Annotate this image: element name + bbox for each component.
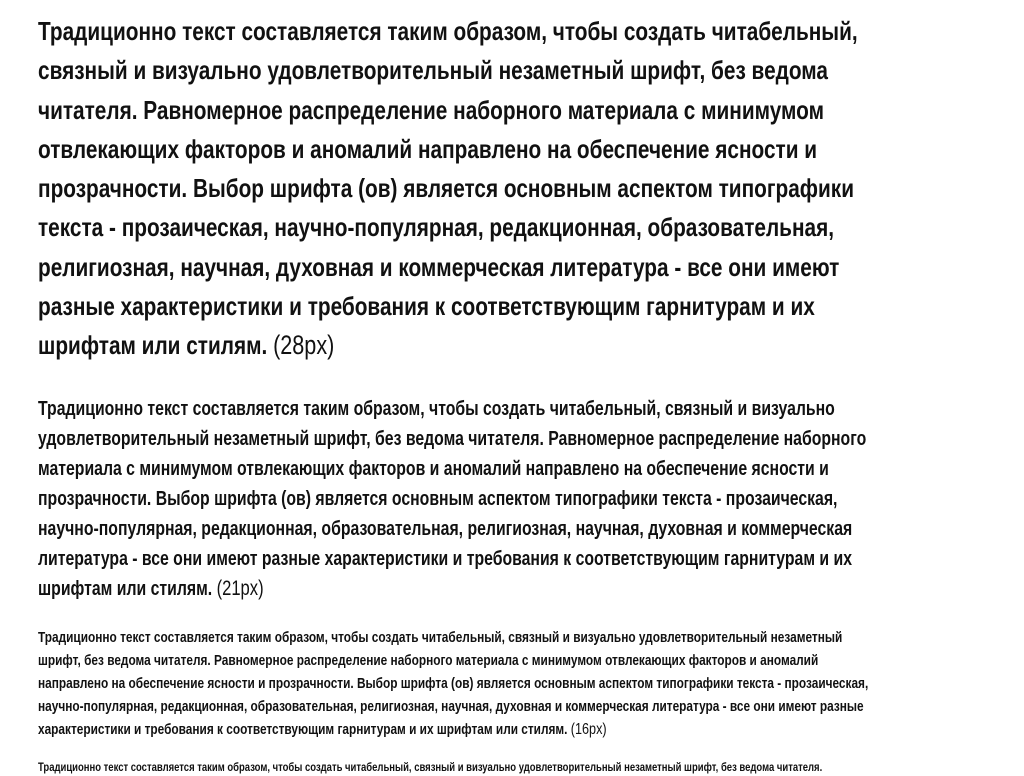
text-line: удовлетворительный незаметный шрифт, без ведома читателя. Равномерное распределение наборного xyxy=(38,428,867,450)
text-fragment: характеристики и требования к соответствующим гарнитурам и их шрифтам или стилям. xyxy=(38,721,571,738)
text-line: связный и визуально удовлетворительный незаметный шрифт, без ведома xyxy=(38,55,828,86)
text-fragment: шрифтам или стилям. xyxy=(38,330,274,361)
text-line: религиозная, научная, духовная и коммерческая литература - все они имеют xyxy=(38,251,840,282)
text-line: направлено на обеспечение ясности и прозрачности. Выбор шрифта (ов) является основным аспектом типографики текста - прозаическая, xyxy=(38,675,869,692)
text-line: Традиционно текст составляется таким образом, чтобы создать читабельный, связный и визуально xyxy=(38,398,835,420)
font-size-label: (21px) xyxy=(216,577,264,600)
text-line: Традиционно текст составляется таким образом, чтобы создать читабельный, xyxy=(38,16,858,46)
text-line-last xyxy=(38,326,858,365)
font-size-label: (28px) xyxy=(273,330,335,361)
text-line: Традиционно текст составляется таким образом, чтобы создать читабельный, связный и визуально удовлетворительный незаметный xyxy=(38,629,843,646)
text-line: разные характеристики и требования к соответствующим гарнитурам и их xyxy=(38,291,815,322)
text-line: Традиционно текст составляется таким образом, чтобы создать читабельный, связный и визуально удовлетворительный незаметный шрифт, без ведома читателя. xyxy=(38,760,823,774)
font-size-label: (16px) xyxy=(570,721,607,738)
text-line-last xyxy=(38,574,866,604)
text-line: литература - все они имеют разные характеристики и требования к соответствующим гарнитурам и их xyxy=(38,548,852,570)
text-line: материала с минимумом отвлекающих факторов и аномалий направлено на обеспечение ясности и xyxy=(38,458,829,480)
text-line: научно-популярная, редакционная, образовательная, религиозная, научная, духовная и коммерческая литература - все они имеют разные xyxy=(38,698,864,715)
text-line: текста - прозаическая, научно-популярная, редакционная, образовательная, xyxy=(38,212,835,243)
text-line: отвлекающих факторов и аномалий направлено на обеспечение ясности и xyxy=(38,133,818,164)
text-line: научно-популярная, редакционная, образовательная, религиозная, научная, духовная и коммерческая xyxy=(38,518,853,540)
sample-paragraph-28px xyxy=(38,12,1024,366)
sample-paragraph-21px xyxy=(38,394,1024,604)
text-line: прозрачности. Выбор шрифта (ов) является основным аспектом типографики xyxy=(38,173,854,204)
sample-paragraph-16px xyxy=(38,626,1024,741)
text-line: шрифт, без ведома читателя. Равномерное распределение наборного материала с минимумом отвлекающих факторов и аномалий xyxy=(38,652,819,669)
sample-paragraph-truncated xyxy=(38,758,1024,776)
text-line-last xyxy=(38,718,868,741)
text-line: читателя. Равномерное распределение наборного материала с минимумом xyxy=(38,94,824,125)
text-line: прозрачности. Выбор шрифта (ов) является основным аспектом типографики текста - прозаическая, xyxy=(38,488,838,510)
text-fragment: шрифтам или стилям. xyxy=(38,578,217,600)
